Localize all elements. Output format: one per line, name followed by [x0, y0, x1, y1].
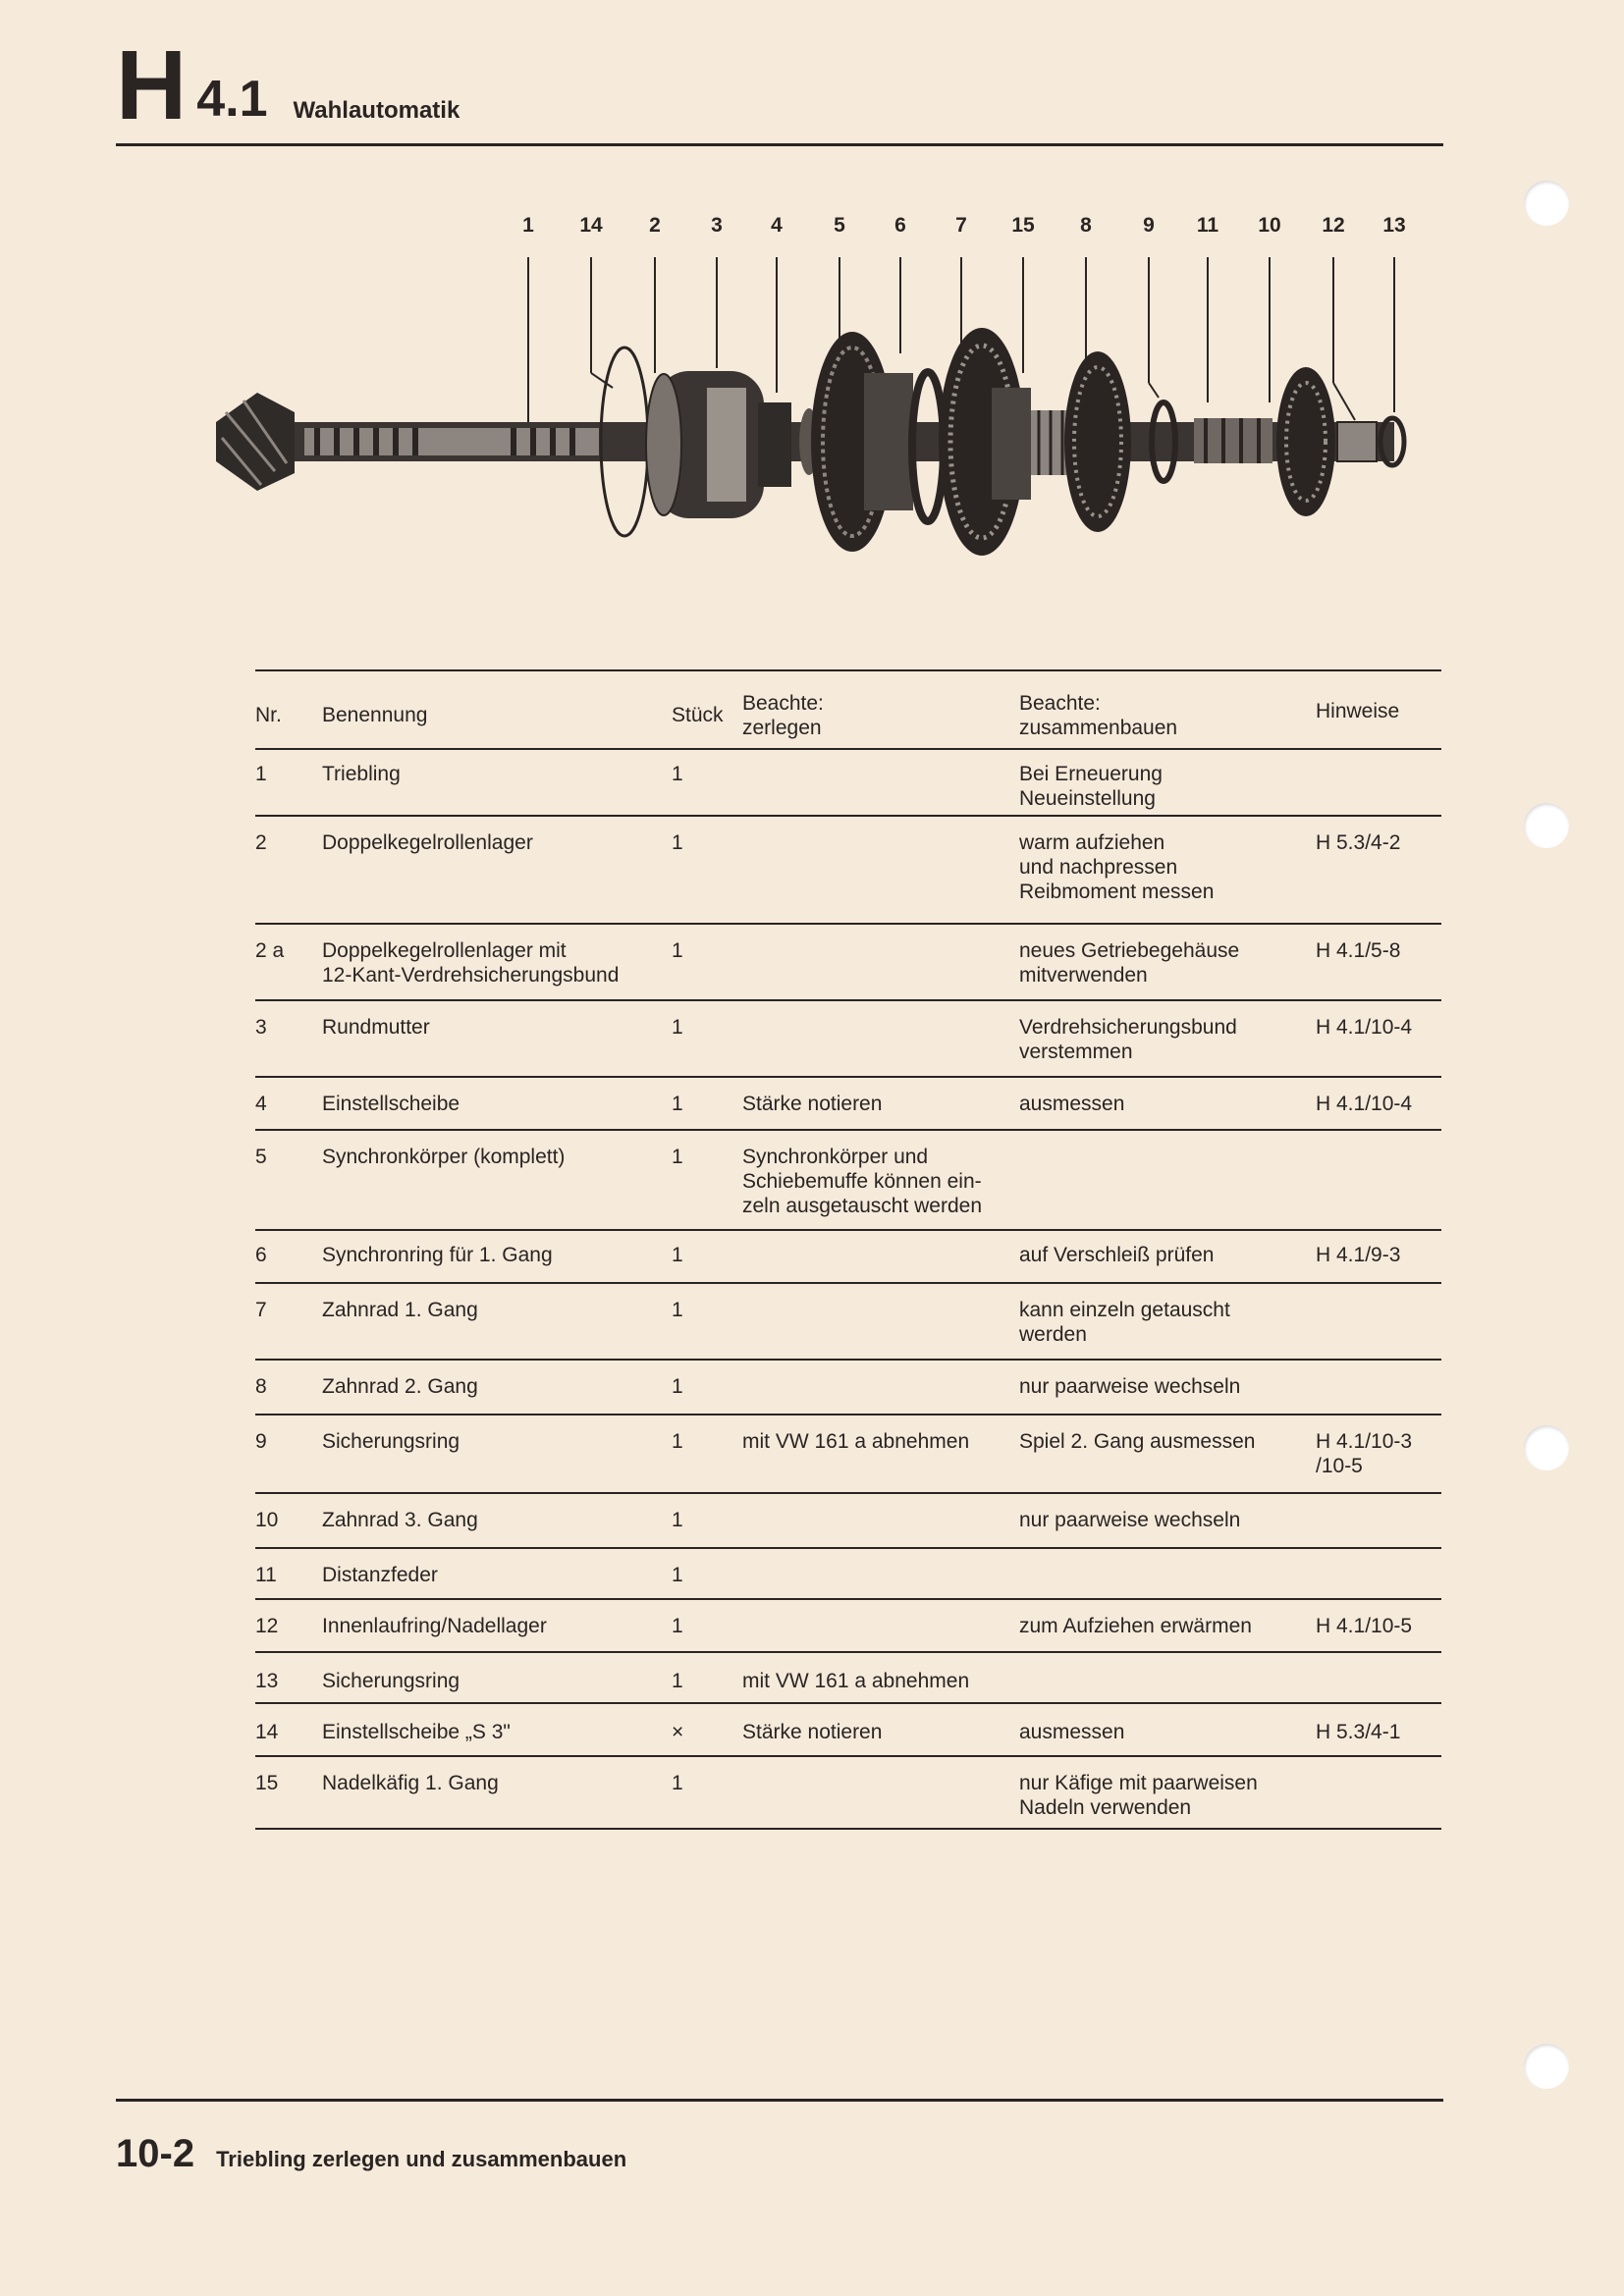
cell-nr: 9 — [255, 1430, 267, 1453]
cell-name: Synchronkörper (komplett) — [322, 1146, 566, 1168]
cell-name: Nadelkäfig 1. Gang — [322, 1772, 499, 1794]
row-rule — [255, 999, 1441, 1001]
row-rule — [255, 1129, 1441, 1131]
cell-zusammenbauen: Verdrehsicherungsbund verstemmen — [1019, 1016, 1237, 1063]
cell-zusammenbauen: ausmessen — [1019, 1721, 1125, 1743]
cell-name: Innenlaufring/Nadellager — [322, 1615, 547, 1637]
callout-label: 8 — [1080, 214, 1092, 237]
row-rule — [255, 1076, 1441, 1078]
cell-zerlegen: Stärke notieren — [742, 1093, 883, 1115]
column-header-hinweise: Hinweise — [1316, 700, 1400, 722]
cell-nr: 13 — [255, 1670, 279, 1692]
cell-stueck: × — [672, 1721, 684, 1743]
row-rule — [255, 1651, 1441, 1653]
column-header-nr: Nr. — [255, 704, 282, 726]
table-top-rule — [255, 669, 1441, 671]
cell-nr: 7 — [255, 1299, 267, 1321]
cell-name: Distanzfeder — [322, 1564, 438, 1586]
row-rule — [255, 1547, 1441, 1549]
callout-label: 6 — [894, 214, 906, 237]
row-rule — [255, 1359, 1441, 1361]
cell-zusammenbauen: neues Getriebegehäuse mitverwenden — [1019, 939, 1240, 987]
column-header-stueck: Stück — [672, 704, 724, 726]
column-header-zusammenbauen: Beachte: zusammenbauen — [1019, 692, 1178, 739]
callout-label: 4 — [771, 214, 783, 237]
cell-nr: 2 — [255, 831, 267, 854]
footer-rule — [116, 2099, 1443, 2102]
cell-hinweise: H 4.1/10-3 /10-5 — [1316, 1430, 1413, 1477]
cell-stueck: 1 — [672, 1670, 683, 1692]
cell-name: Zahnrad 3. Gang — [322, 1509, 478, 1531]
cell-nr: 4 — [255, 1093, 267, 1115]
callout-label: 15 — [1011, 214, 1035, 237]
cell-zusammenbauen: nur paarweise wechseln — [1019, 1509, 1241, 1531]
cell-zusammenbauen: nur Käfige mit paarweisen Nadeln verwenden — [1019, 1772, 1258, 1819]
cell-hinweise: H 4.1/10-5 — [1316, 1615, 1413, 1637]
callout-label: 5 — [834, 214, 845, 237]
cell-name: Zahnrad 1. Gang — [322, 1299, 478, 1321]
row-rule — [255, 1492, 1441, 1494]
cell-name: Sicherungsring — [322, 1670, 460, 1692]
cell-stueck: 1 — [672, 1146, 683, 1168]
cell-nr: 5 — [255, 1146, 267, 1168]
column-header-name: Benennung — [322, 704, 428, 726]
section-letter: H — [116, 30, 186, 140]
cell-hinweise: H 4.1/5-8 — [1316, 939, 1401, 962]
cell-stueck: 1 — [672, 1375, 683, 1398]
row-rule — [255, 1598, 1441, 1600]
cell-stueck: 1 — [672, 763, 683, 785]
row-rule — [255, 1414, 1441, 1415]
cell-zusammenbauen: nur paarweise wechseln — [1019, 1375, 1241, 1398]
cell-nr: 11 — [255, 1564, 277, 1586]
punch-hole — [1524, 803, 1569, 848]
cell-stueck: 1 — [672, 1564, 683, 1586]
cell-hinweise: H 5.3/4-1 — [1316, 1721, 1401, 1743]
cell-stueck: 1 — [672, 1509, 683, 1531]
cell-nr: 2 a — [255, 939, 285, 962]
page-number: 10-2 — [116, 2132, 195, 2175]
cell-stueck: 1 — [672, 1772, 683, 1794]
cell-hinweise: H 5.3/4-2 — [1316, 831, 1401, 854]
cell-nr: 3 — [255, 1016, 267, 1039]
callout-label: 11 — [1196, 214, 1219, 237]
cell-name: Einstellscheibe — [322, 1093, 460, 1115]
cell-name: Einstellscheibe „S 3" — [322, 1721, 511, 1743]
cell-stueck: 1 — [672, 1016, 683, 1039]
callout-label: 7 — [955, 214, 967, 237]
cell-nr: 1 — [255, 763, 267, 785]
row-rule — [255, 1755, 1441, 1757]
row-rule — [255, 1828, 1441, 1830]
page-footer — [116, 2132, 626, 2176]
header-rule — [116, 143, 1443, 146]
exploded-shaft-illustration — [0, 245, 1624, 579]
cell-stueck: 1 — [672, 1093, 683, 1115]
cell-zusammenbauen: Bei Erneuerung Neueinstellung — [1019, 763, 1163, 810]
cell-name: Rundmutter — [322, 1016, 430, 1039]
callout-label: 10 — [1258, 214, 1281, 237]
row-rule — [255, 1229, 1441, 1231]
callout-label: 2 — [649, 214, 661, 237]
row-rule — [255, 923, 1441, 925]
cell-nr: 15 — [255, 1772, 279, 1794]
cell-stueck: 1 — [672, 1299, 683, 1321]
callout-label: 12 — [1322, 214, 1345, 237]
cell-name: Zahnrad 2. Gang — [322, 1375, 478, 1398]
cell-name: Sicherungsring — [322, 1430, 460, 1453]
cell-nr: 12 — [255, 1615, 279, 1637]
cell-zusammenbauen: warm aufziehen und nachpressen Reibmoment messen — [1019, 831, 1215, 903]
cell-zusammenbauen: zum Aufziehen erwärmen — [1019, 1615, 1252, 1637]
punch-hole — [1524, 2044, 1569, 2089]
row-rule — [255, 1282, 1441, 1284]
cell-name: Synchronring für 1. Gang — [322, 1244, 553, 1266]
cell-nr: 14 — [255, 1721, 279, 1743]
cell-zusammenbauen: ausmessen — [1019, 1093, 1125, 1115]
row-rule — [255, 748, 1441, 750]
row-rule — [255, 815, 1441, 817]
cell-nr: 8 — [255, 1375, 267, 1398]
section-header — [116, 30, 460, 140]
cell-hinweise: H 4.1/10-4 — [1316, 1093, 1413, 1115]
callout-label: 3 — [711, 214, 723, 237]
row-rule — [255, 1702, 1441, 1704]
cell-hinweise: H 4.1/10-4 — [1316, 1016, 1413, 1039]
cell-zusammenbauen: auf Verschleiß prüfen — [1019, 1244, 1215, 1266]
cell-stueck: 1 — [672, 1615, 683, 1637]
cell-nr: 6 — [255, 1244, 267, 1266]
cell-name: Triebling — [322, 763, 401, 785]
cell-nr: 10 — [255, 1509, 279, 1531]
callout-label: 14 — [579, 214, 603, 237]
callout-label: 9 — [1143, 214, 1155, 237]
cell-stueck: 1 — [672, 1430, 683, 1453]
callout-label: 13 — [1382, 214, 1406, 237]
cell-stueck: 1 — [672, 939, 683, 962]
cell-zusammenbauen: kann einzeln getauscht werden — [1019, 1299, 1230, 1346]
cell-zerlegen: mit VW 161 a abnehmen — [742, 1430, 970, 1453]
cell-name: Doppelkegelrollenlager mit 12-Kant-Verdrehsicherungsbund — [322, 939, 620, 987]
cell-zusammenbauen: Spiel 2. Gang ausmessen — [1019, 1430, 1256, 1453]
section-number: 4.1 — [196, 71, 268, 128]
cell-stueck: 1 — [672, 831, 683, 854]
cell-zerlegen: mit VW 161 a abnehmen — [742, 1670, 970, 1692]
footer-title: Triebling zerlegen und zusammenbauen — [216, 2147, 627, 2171]
callout-label: 1 — [522, 214, 534, 237]
cell-name: Doppelkegelrollenlager — [322, 831, 533, 854]
cell-zerlegen: Stärke notieren — [742, 1721, 883, 1743]
punch-hole — [1524, 1425, 1569, 1470]
cell-zerlegen: Synchronkörper und Schiebemuffe können ein- zeln ausgetauscht werden — [742, 1146, 982, 1217]
column-header-zerlegen: Beachte: zerlegen — [742, 692, 824, 739]
section-title: Wahlautomatik — [293, 97, 460, 124]
cell-stueck: 1 — [672, 1244, 683, 1266]
cell-hinweise: H 4.1/9-3 — [1316, 1244, 1401, 1266]
